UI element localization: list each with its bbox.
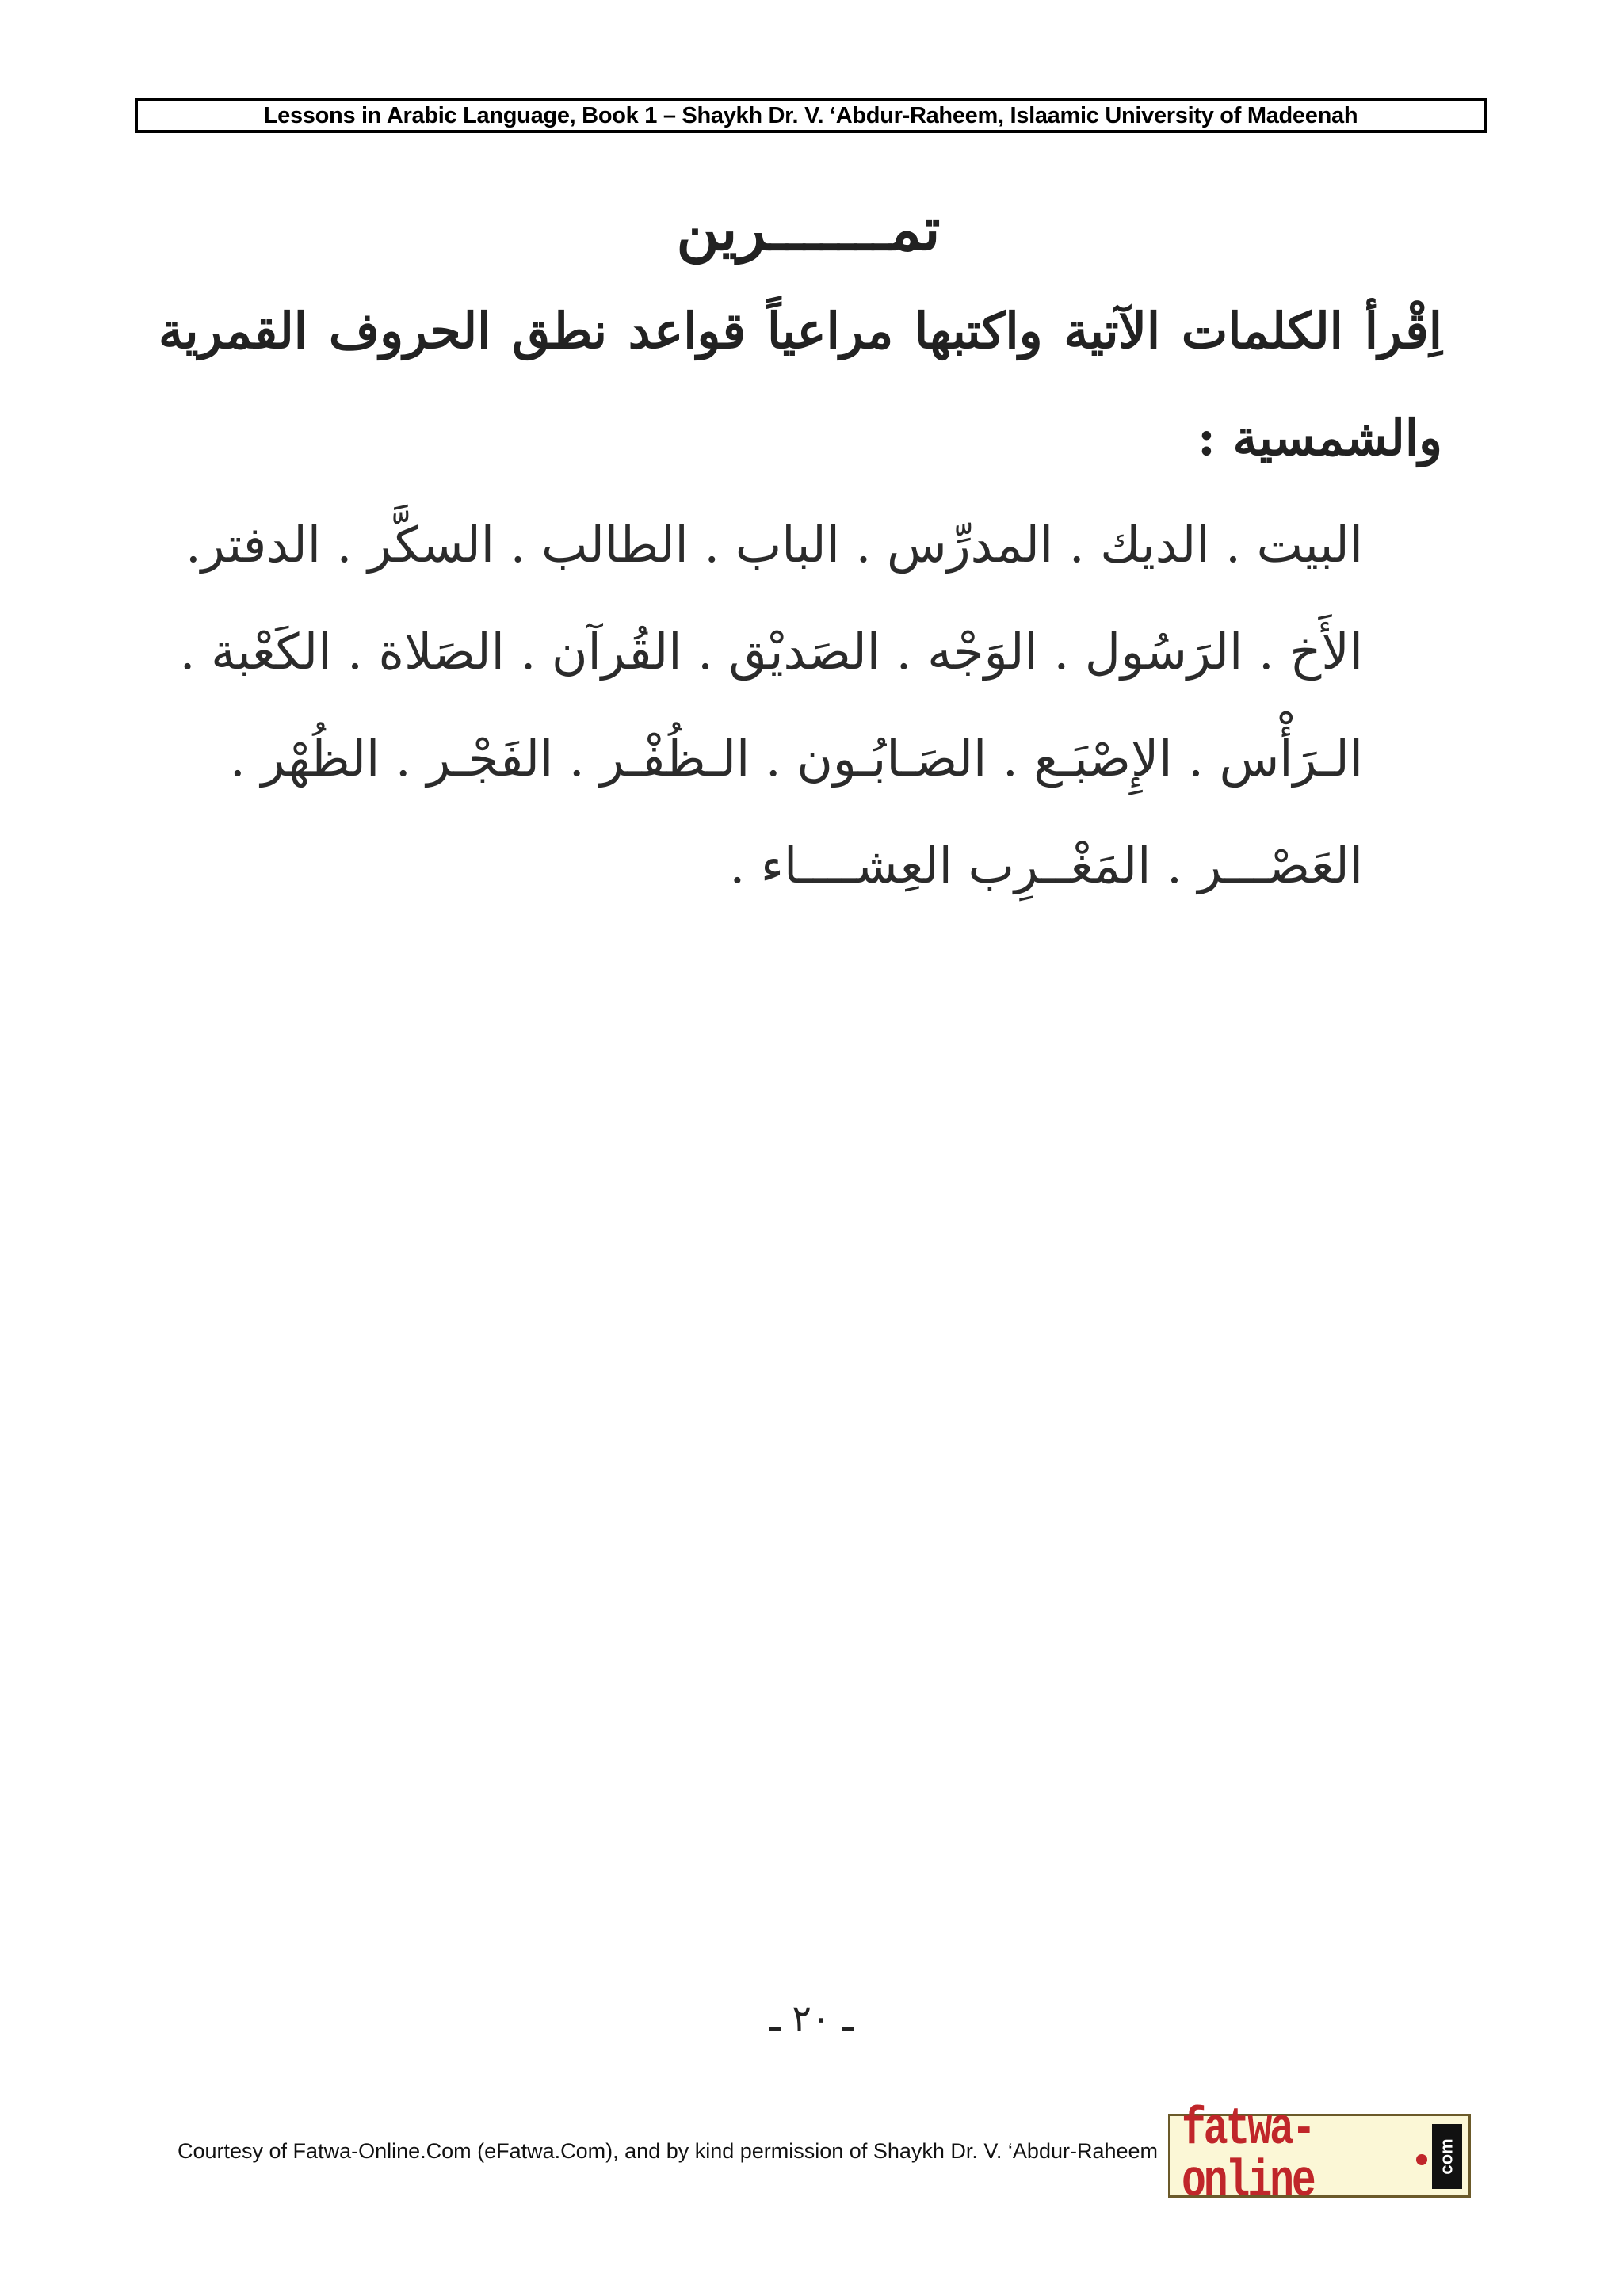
- word-line: الـرَأْس . الإِصْبَـع . الصَـابُـون . الـظُفْـر . الفَجْـر . الظُهْر .: [230, 730, 1363, 788]
- logo-com-badge: [1432, 2124, 1462, 2189]
- word-line: البيت . الديك . المدرِّس . الباب . الطالب . السكَّر . الدفتر.: [185, 516, 1363, 574]
- logo-wordmark: fatwa-online: [1182, 2100, 1314, 2211]
- logo-com-text: com: [1437, 2138, 1457, 2175]
- page-number: ـ ٢٠ ـ: [769, 1997, 854, 2039]
- word-line: الأَخ . الرَسُول . الوَجْه . الصَديْق . القُرآن . الصَلاة . الكَعْبة .: [179, 623, 1363, 681]
- fatwa-online-logo[interactable]: [1168, 2100, 1471, 2211]
- exercise-instruction: اِقْرأ الكلمات الآتية واكتبها مراعياً قواعد نطق الحروف القمرية والشمسية :: [158, 302, 1442, 467]
- footer-credit: Courtesy of Fatwa-Online.Com (eFatwa.Com), and by kind permission of Shaykh Dr. V. ‘Abdur-Raheem: [178, 2139, 1159, 2163]
- logo-dot-icon: [1416, 2154, 1427, 2165]
- header-title: Lessons in Arabic Language, Book 1 – Shaykh Dr. V. ‘Abdur-Raheem, Islaamic University of Madeenah: [263, 102, 1358, 128]
- exercise-section: [158, 182, 1458, 919]
- word-list: [158, 491, 1458, 919]
- word-line: العَصْـــر . المَغْــرِب العِشــــاء .: [729, 837, 1363, 894]
- document-header: [135, 98, 1487, 133]
- exercise-title: تمـــــــرين: [676, 196, 941, 264]
